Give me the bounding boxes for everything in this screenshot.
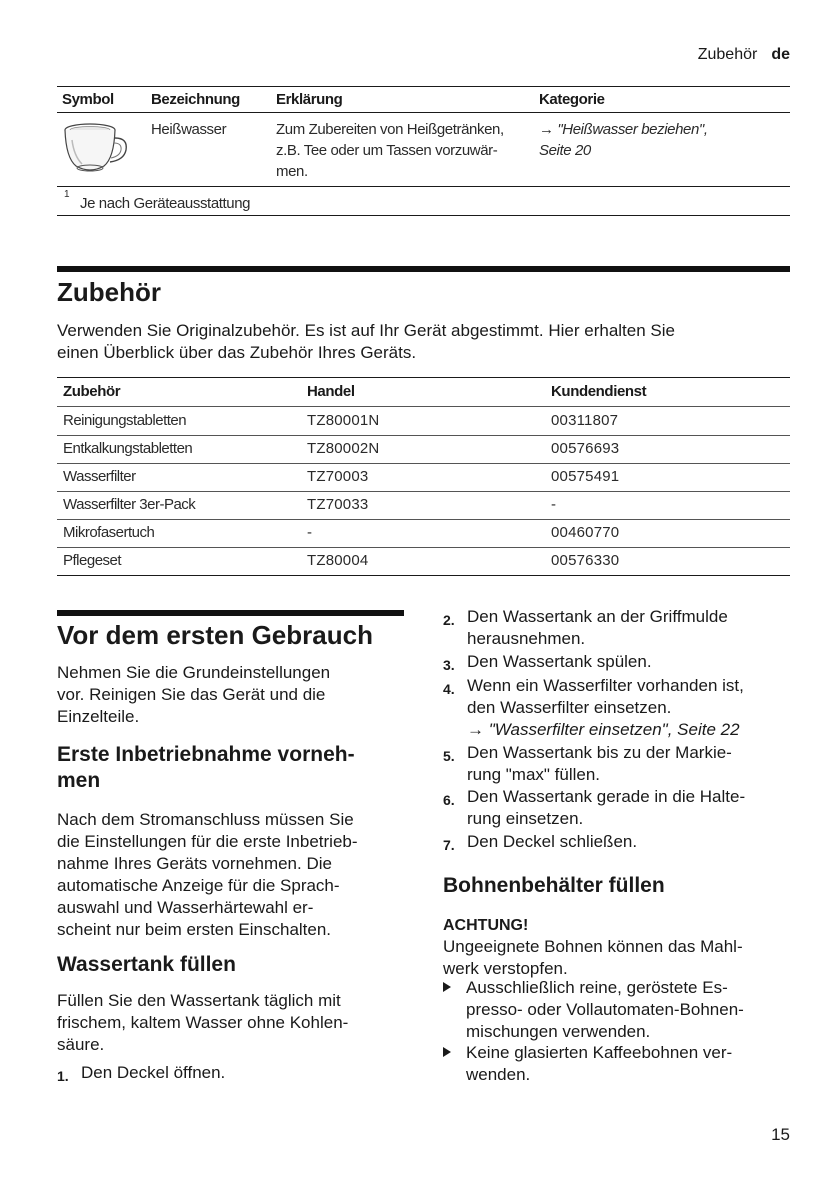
step-text: herausnehmen. <box>467 629 586 648</box>
table-header-rule <box>57 112 790 113</box>
row-name: Heißwasser <box>151 121 227 138</box>
intro-line: Einzelteile. <box>57 707 140 726</box>
title-line: Erste Inbetriebnahme vorneh- <box>57 743 355 766</box>
header-language: de <box>771 46 790 63</box>
step-text: Den Wassertank spülen. <box>467 652 652 671</box>
table-row <box>57 519 790 548</box>
bullet-triangle-icon <box>443 982 451 992</box>
text-line: Nach dem Stromanschluss müssen Sie <box>57 810 354 829</box>
acc-item: Wasserfilter 3er-Pack <box>63 496 196 513</box>
warning-text <box>443 936 803 980</box>
step-number: 4. <box>443 681 455 697</box>
explanation-line: z.B. Tee oder um Tassen vorzuwär- <box>276 142 498 159</box>
acc-header-zubehoer: Zubehör <box>63 383 121 400</box>
step-number: 5. <box>443 748 455 764</box>
step-number: 7. <box>443 837 455 853</box>
acc-handel: - <box>307 524 313 541</box>
text-line: säure. <box>57 1035 105 1054</box>
step-text: Den Wassertank an der Griffmulde <box>467 607 728 626</box>
table-row <box>57 407 790 436</box>
acc-table-header <box>57 378 790 407</box>
table-row <box>57 463 790 492</box>
vor-gebrauch-title: Vor dem ersten Gebrauch <box>57 620 373 650</box>
acc-handel: TZ80002N <box>307 440 380 457</box>
th-erklaerung: Erklärung <box>276 91 343 108</box>
bullet-text: presso- oder Vollautomaten-Bohnen- <box>466 1000 744 1019</box>
category-page[interactable]: Seite 20 <box>539 142 591 159</box>
step-text: Den Wassertank gerade in die Halte- <box>467 787 746 806</box>
acc-kundendienst: 00460770 <box>551 524 620 541</box>
acc-kundendienst: 00575491 <box>551 468 620 485</box>
zubehoer-intro <box>57 320 797 364</box>
vor-gebrauch-intro <box>57 662 407 728</box>
bullet-text: mischungen verwenden. <box>466 1022 651 1041</box>
text-line: nahme Ihres Geräts vornehmen. Die <box>57 854 332 873</box>
row-category <box>539 119 779 161</box>
acc-kundendienst: 00311807 <box>551 412 619 429</box>
intro-line: Verwenden Sie Originalzubehör. Es ist auf Ihr Gerät abgestimmt. Hier erhalten Sie <box>57 321 675 340</box>
th-kategorie: Kategorie <box>539 91 605 108</box>
title-line: men <box>57 769 101 792</box>
th-bezeichnung: Bezeichnung <box>151 91 240 108</box>
intro-line: vor. Reinigen Sie das Gerät und die <box>57 685 326 704</box>
warning-label: ACHTUNG! <box>443 917 529 934</box>
intro-line: Nehmen Sie die Grundeinstellungen <box>57 663 331 682</box>
acc-header-kundendienst: Kundendienst <box>551 383 647 400</box>
step-number: 1. <box>57 1068 69 1084</box>
text-line: automatische Anzeige für die Sprach- <box>57 876 340 895</box>
footnote-mark: 1 <box>64 189 70 200</box>
header-section: Zubehör <box>697 46 758 63</box>
table-row <box>57 547 790 576</box>
table-row <box>57 435 790 464</box>
text-line: die Einstellungen für die erste Inbetrieb- <box>57 832 358 851</box>
step-text: den Wasserfilter einsetzen. <box>467 698 672 717</box>
step-text: Den Wassertank bis zu der Markie- <box>467 743 732 762</box>
bullet-text: Keine glasierten Kaffeebohnen ver- <box>466 1043 733 1062</box>
acc-item: Entkalkungstabletten <box>63 440 193 457</box>
acc-item: Pflegeset <box>63 552 122 569</box>
step-text: Den Deckel schließen. <box>467 832 638 851</box>
step-text: Den Deckel öffnen. <box>81 1063 226 1082</box>
bullet-text: Ausschließlich reine, geröstete Es- <box>466 978 728 997</box>
section-bar-left <box>57 610 404 616</box>
table-bottom-rule <box>57 215 790 216</box>
category-link[interactable]: → "Heißwasser beziehen", <box>539 121 708 138</box>
text-line: scheint nur beim ersten Einschalten. <box>57 920 332 939</box>
step-text: rung einsetzen. <box>467 809 584 828</box>
acc-handel: TZ70033 <box>307 496 369 513</box>
step-text: rung "max" füllen. <box>467 765 601 784</box>
text-line: frischem, kaltem Wasser ohne Kohlen- <box>57 1013 349 1032</box>
bohnenbehaelter-title: Bohnenbehälter füllen <box>443 874 665 897</box>
acc-handel: TZ70003 <box>307 468 369 485</box>
text-line: auswahl und Wasserhärtewahl er- <box>57 898 314 917</box>
zubehoer-title: Zubehör <box>57 277 161 307</box>
section-bar <box>57 266 790 272</box>
acc-header-handel: Handel <box>307 383 355 400</box>
row-explanation <box>276 119 536 182</box>
step-number: 3. <box>443 657 455 673</box>
table-top-rule <box>57 86 790 87</box>
acc-handel: TZ80001N <box>307 412 380 429</box>
step-reference-link[interactable]: → "Wasserfilter einsetzen", Seite 22 <box>467 720 740 739</box>
acc-item: Reinigungstabletten <box>63 412 187 429</box>
acc-kundendienst: 00576693 <box>551 440 620 457</box>
table-row <box>57 491 790 520</box>
explanation-line: Zum Zubereiten von Heißgetränken, <box>276 121 504 138</box>
th-symbol: Symbol <box>62 91 114 108</box>
acc-kundendienst: 00576330 <box>551 552 620 569</box>
table-row-rule <box>57 186 790 187</box>
acc-handel: TZ80004 <box>307 552 369 569</box>
intro-line: einen Überblick über das Zubehör Ihres Geräts. <box>57 343 417 362</box>
erste-inbetriebnahme-text <box>57 809 417 941</box>
acc-kundendienst: - <box>551 496 557 513</box>
explanation-line: men. <box>276 163 308 180</box>
step-number: 2. <box>443 612 455 628</box>
acc-item: Mikrofasertuch <box>63 524 155 541</box>
erste-inbetriebnahme-title <box>57 742 407 794</box>
footnote-text: Je nach Geräteausstattung <box>80 195 251 212</box>
running-header <box>698 46 790 64</box>
wassertank-title: Wassertank füllen <box>57 953 236 976</box>
wassertank-text <box>57 990 417 1056</box>
hot-water-cup-icon <box>60 118 132 180</box>
text-line: werk verstopfen. <box>443 959 568 978</box>
text-line: Füllen Sie den Wassertank täglich mit <box>57 991 341 1010</box>
step-text: Wenn ein Wasserfilter vorhanden ist, <box>467 676 744 695</box>
page-number: 15 <box>771 1125 790 1144</box>
bullet-triangle-icon <box>443 1047 451 1057</box>
bullet-text: wenden. <box>466 1065 531 1084</box>
step-number: 6. <box>443 792 455 808</box>
acc-item: Wasserfilter <box>63 468 136 485</box>
text-line: Ungeeignete Bohnen können das Mahl- <box>443 937 743 956</box>
